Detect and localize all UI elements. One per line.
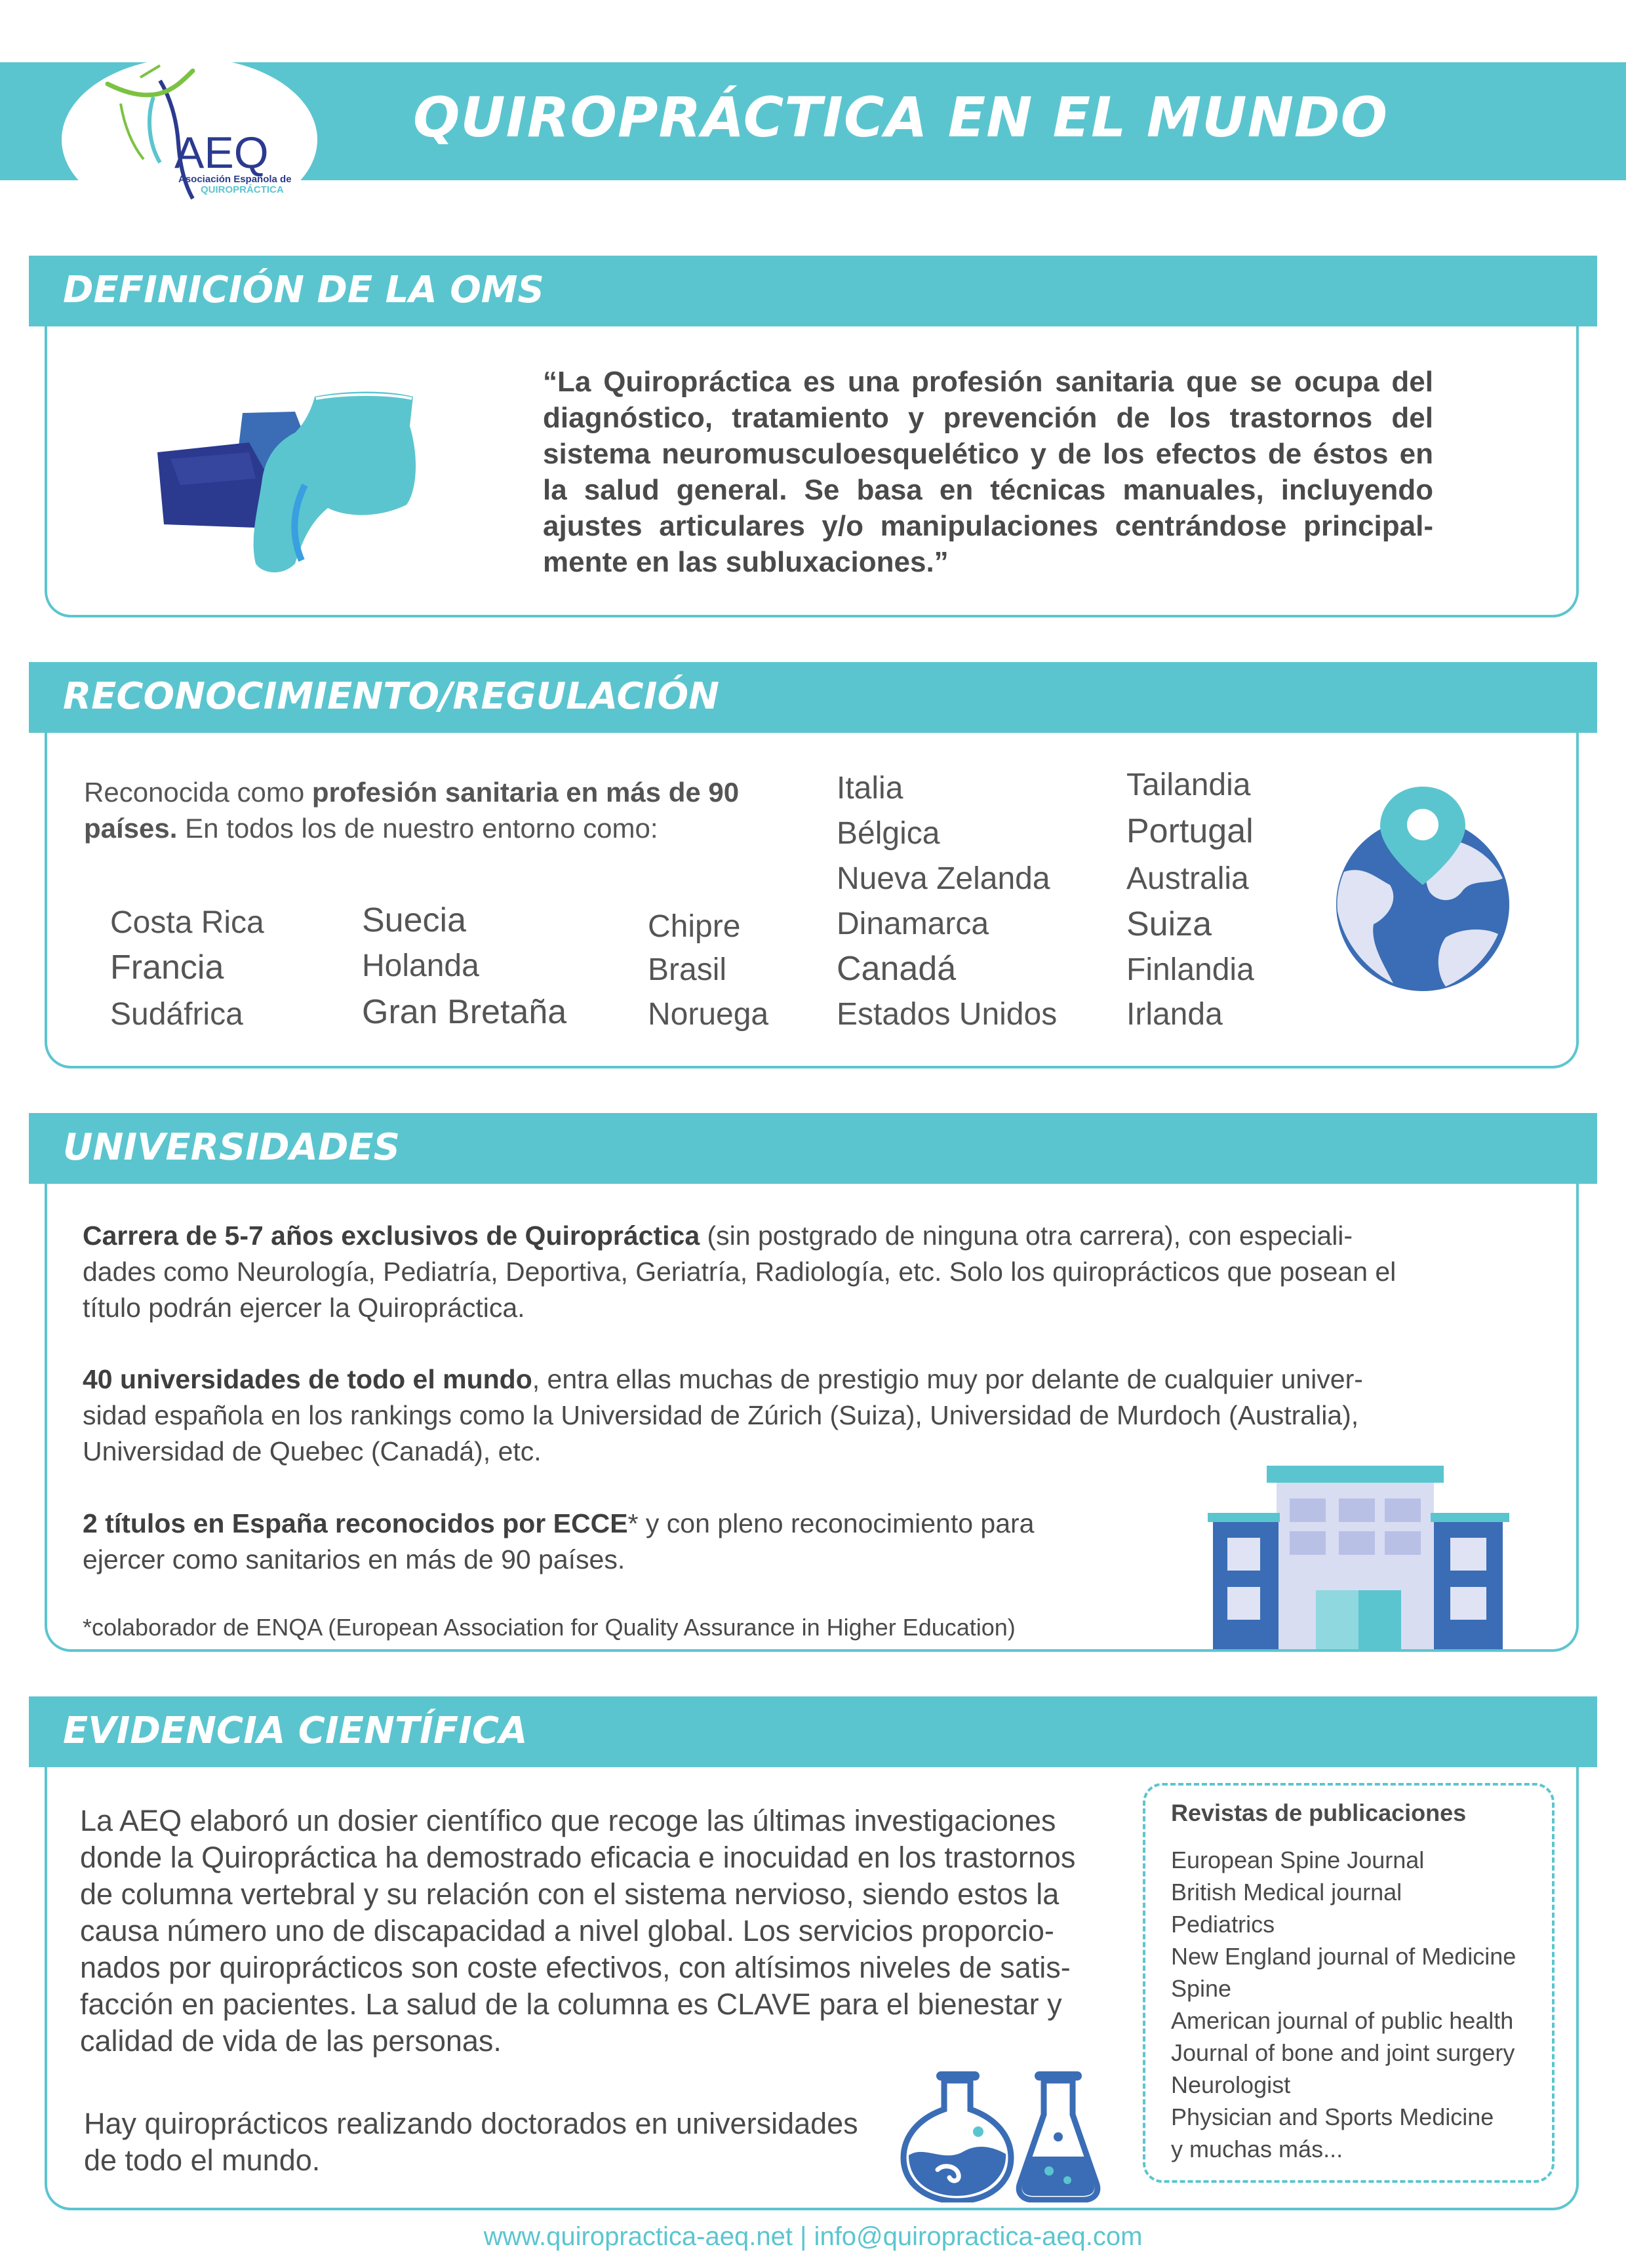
recognition-intro-line-1: Reconocida como profesión sanitaria en más de 90 (84, 777, 740, 808)
journals-title: Revistas de publicaciones (1171, 1799, 1467, 1826)
country-item: Canadá (837, 950, 957, 988)
evidence-paragraph-line: de columna vertebral y su relación con el sistema nervioso, siendo estos la (80, 1877, 1060, 1911)
country-item: Finlandia (1126, 952, 1254, 987)
country-item: Australia (1126, 861, 1249, 896)
journal-item: British Medical journal (1171, 1879, 1402, 1906)
evidence-section-bar (29, 1696, 1597, 1767)
universities-paragraph-1-line-3: título podrán ejercer la Quiropráctica. (83, 1293, 525, 1323)
country-item: Nueva Zelanda (837, 861, 1050, 896)
quote-line: sistema neuromusculoesquelético y de los efectos de éstos en (543, 438, 1433, 470)
universities-section-title: UNIVERSIDADES (63, 1126, 400, 1169)
recognition-intro-line-2: países. En todos los de nuestro entorno como: (84, 813, 658, 844)
page-title: QUIROPRÁCTICA EN EL MUNDO (413, 85, 1389, 149)
evidence-paragraph-line: calidad de vida de las personas. (80, 2024, 502, 2058)
footer-contact[interactable]: www.quiropractica-aeq.net | info@quiropractica-aeq.com (483, 2222, 1143, 2251)
evidence-paragraph-line: causa número uno de discapacidad a nivel global. Los servicios proporcio- (80, 1914, 1054, 1947)
country-item: Bélgica (837, 816, 940, 851)
quote-line: diagnóstico, tratamiento y prevención de los trastornos del (543, 402, 1433, 434)
recognition-section-title: RECONOCIMIENTO/REGULACIÓN (63, 675, 719, 718)
evidence-doctorate-line: de todo el mundo. (84, 2143, 321, 2177)
universities-footnote: *colaborador de ENQA (European Association for Quality Assurance in Higher Education) (83, 1614, 1016, 1641)
svg-text:QUIROPRÁCTICA: QUIROPRÁCTICA (201, 184, 284, 195)
evidence-paragraph-line: donde la Quiropráctica ha demostrado eficacia e inocuidad en los trastornos (80, 1841, 1076, 1874)
country-item: Irlanda (1126, 997, 1223, 1032)
evidence-section-title: EVIDENCIA CIENTÍFICA (63, 1710, 528, 1752)
journal-item: y muchas más... (1171, 2136, 1343, 2162)
oms-quote (543, 364, 1433, 580)
country-item: Suiza (1126, 905, 1212, 943)
universities-paragraph-3-line-2: ejercer como sanitarios en más de 90 países. (83, 1544, 625, 1574)
university-building-icon (1208, 1466, 1509, 1649)
universities-paragraph-2-line-1: 40 universidades de todo el mundo, entra ellas muchas de prestigio muy por delante de cualquier univer- (83, 1364, 1363, 1394)
oms-section-title: DEFINICIÓN DE LA OMS (63, 269, 544, 311)
aeq-logo (62, 58, 317, 222)
journal-item: New England journal of Medicine (1171, 1943, 1517, 1970)
country-item: Costa Rica (110, 905, 264, 940)
journal-item: Journal of bone and joint surgery (1171, 2039, 1515, 2066)
evidence-doctorate-line: Hay quiroprácticos realizando doctorados en universidades (84, 2107, 858, 2140)
quote-line: ajustes articulares y/o manipulaciones centrándose principal- (543, 510, 1433, 542)
country-item: Dinamarca (837, 907, 989, 941)
journal-item: American journal of public health (1171, 2007, 1514, 2034)
lab-flasks-icon (898, 2071, 1108, 2202)
country-item: Tailandia (1126, 768, 1251, 802)
country-item: Italia (837, 771, 903, 806)
quote-line: la salud general. Se basa en técnicas manuales, incluyendo (543, 474, 1433, 506)
universities-section-bar (29, 1113, 1597, 1184)
recognition-section-bar (29, 662, 1597, 733)
journal-item: Pediatrics (1171, 1911, 1275, 1938)
oms-section-bar (29, 256, 1597, 326)
quote-line: “La Quiropráctica es una profesión sanitaria que se ocupa del (543, 366, 1433, 398)
evidence-paragraph-line: facción en pacientes. La salud de la columna es CLAVE para el bienestar y (80, 1987, 1062, 2021)
country-item: Noruega (648, 997, 769, 1032)
quote-line: mente en las subluxaciones.” (543, 546, 949, 578)
globe-location-icon (1331, 787, 1515, 996)
country-item: Estados Unidos (837, 997, 1058, 1032)
universities-paragraph-3-line-1: 2 títulos en España reconocidos por ECCE* y con pleno reconocimiento para (83, 1508, 1035, 1538)
country-item: Holanda (362, 948, 479, 983)
universities-paragraph-1-line-2: dades como Neurología, Pediatría, Deportiva, Geriatría, Radiología, etc. Solo los quiroprácticos que posean el (83, 1257, 1397, 1287)
journal-item: Neurologist (1171, 2071, 1291, 2098)
journal-item: Physician and Sports Medicine (1171, 2103, 1494, 2130)
journal-item: European Spine Journal (1171, 1847, 1425, 1873)
evidence-paragraph-line: La AEQ elaboró un dosier científico que recoge las últimas investigaciones (80, 1804, 1056, 1837)
country-item: Portugal (1126, 812, 1254, 850)
svg-text:AEQ: AEQ (174, 128, 269, 178)
country-item: Brasil (648, 952, 727, 987)
universities-paragraph-2-line-2: sidad española en los rankings como la Universidad de Zúrich (Suiza), Universidad de Murdoch (Australia), (83, 1400, 1359, 1430)
vertebra-icon (151, 387, 439, 583)
country-item: Sudáfrica (110, 997, 243, 1032)
journal-item: Spine (1171, 1975, 1232, 2002)
country-item: Gran Bretaña (362, 993, 567, 1031)
country-item: Suecia (362, 901, 466, 939)
svg-text:Asociación Española de: Asociación Española de (178, 174, 292, 185)
country-item: Francia (110, 948, 224, 987)
universities-paragraph-2-line-3: Universidad de Quebec (Canadá), etc. (83, 1436, 542, 1466)
universities-paragraph-1-line-1: Carrera de 5-7 años exclusivos de Quiropráctica (sin postgrado de ninguna otra carrera), con especiali- (83, 1221, 1353, 1251)
country-item: Chipre (648, 909, 741, 944)
evidence-paragraph-line: nados por quiroprácticos son coste efectivos, con altísimos niveles de satis- (80, 1951, 1071, 1984)
